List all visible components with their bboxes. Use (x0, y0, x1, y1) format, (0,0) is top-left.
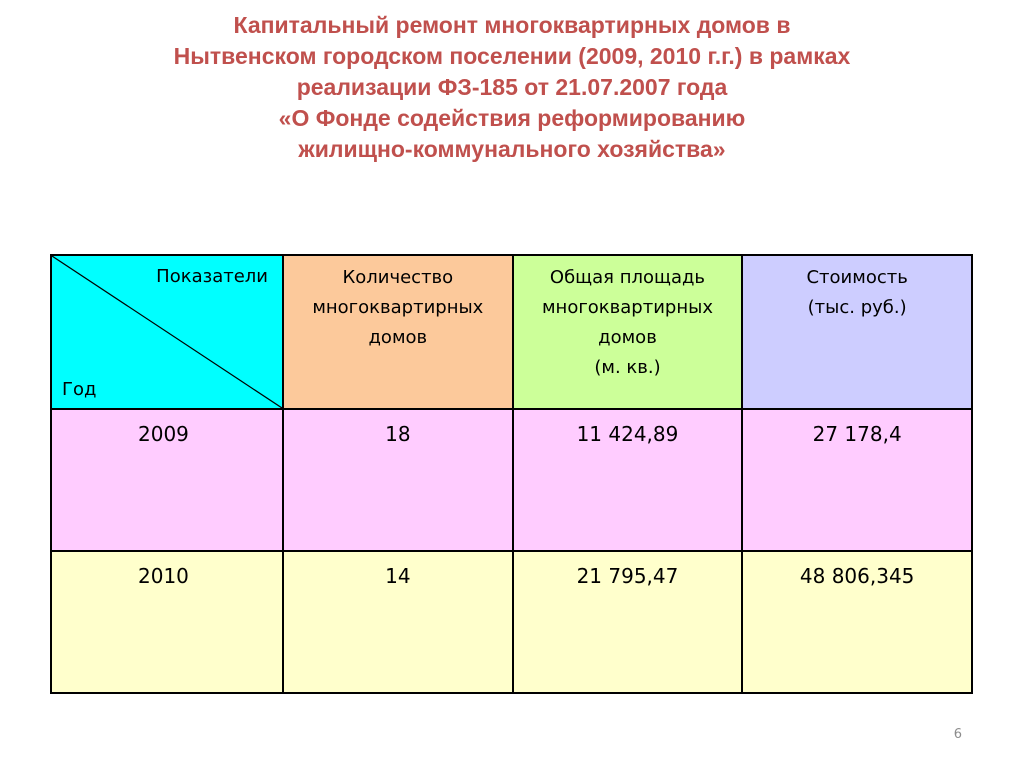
header-cost (742, 255, 972, 409)
cost-value: 27 178,4 (812, 422, 902, 446)
header-house-count (283, 255, 513, 409)
area-value: 11 424,89 (576, 422, 679, 446)
area-cell (513, 551, 743, 693)
title-line: жилищно-коммунального хозяйства» (298, 136, 726, 162)
year-value: 2010 (138, 564, 189, 588)
cost-cell (742, 551, 972, 693)
table-row (51, 409, 972, 551)
area-cell (513, 409, 743, 551)
header-text-line: многоквартирных (541, 297, 713, 318)
title-line: Нытвенском городском поселении (2009, 2010 г.г.) в рамках (173, 43, 851, 69)
area-value: 21 795,47 (576, 564, 679, 588)
slide-title (40, 10, 984, 165)
count-value: 18 (385, 422, 411, 446)
title-line: «О Фонде содействия реформированию (278, 105, 746, 131)
cost-value: 48 806,345 (799, 564, 915, 588)
header-text-line: многоквартирных (312, 297, 484, 318)
cost-cell (742, 409, 972, 551)
year-cell (51, 551, 283, 693)
header-text-line: (м. кв.) (594, 357, 661, 378)
corner-header-cell (51, 255, 283, 409)
header-total-area (513, 255, 743, 409)
header-text-line: (тыс. руб.) (807, 297, 907, 318)
title-line: Капитальный ремонт многоквартирных домов в (233, 12, 791, 38)
corner-row-label: Год (62, 379, 97, 400)
header-text-line: Стоимость (806, 267, 908, 288)
page-number: 6 (953, 727, 962, 742)
header-text-line: Количество (342, 267, 454, 288)
header-text-line: домов (368, 327, 428, 348)
corner-column-label: Показатели (156, 266, 268, 287)
year-value: 2009 (138, 422, 189, 446)
header-text-line: домов (598, 327, 657, 348)
title-line: реализации ФЗ-185 от 21.07.2007 года (296, 74, 728, 100)
count-cell (283, 551, 513, 693)
count-cell (283, 409, 513, 551)
header-text-line: Общая площадь (549, 267, 706, 288)
repair-data-table (50, 254, 973, 694)
year-cell (51, 409, 283, 551)
table-row (51, 551, 972, 693)
table-header-row (51, 255, 972, 409)
count-value: 14 (385, 564, 411, 588)
